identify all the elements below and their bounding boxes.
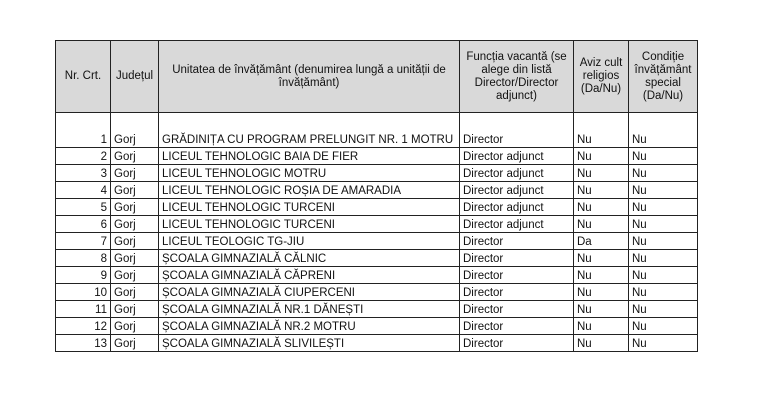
cell-aviz: Nu [574, 318, 629, 335]
table-row [56, 113, 698, 148]
cell-aviz: Nu [574, 182, 629, 199]
cell-special: Nu [629, 284, 698, 301]
table-row [56, 250, 698, 267]
cell-nr: 2 [56, 148, 111, 165]
cell-aviz: Nu [574, 301, 629, 318]
cell-special: Nu [629, 182, 698, 199]
cell-special: Nu [629, 301, 698, 318]
cell-aviz: Nu [574, 284, 629, 301]
cell-judet: Gorj [111, 199, 159, 216]
cell-functie: Director [460, 267, 574, 284]
cell-judet: Gorj [111, 301, 159, 318]
table-row [56, 233, 698, 250]
header-aviz: Aviz cult religios (Da/Nu) [574, 41, 629, 113]
cell-functie: Director adjunct [460, 165, 574, 182]
cell-judet: Gorj [111, 216, 159, 233]
cell-nr: 8 [56, 250, 111, 267]
cell-nr: 7 [56, 233, 111, 250]
cell-judet: Gorj [111, 113, 159, 148]
header-row [56, 41, 698, 113]
cell-nr: 5 [56, 199, 111, 216]
cell-special: Nu [629, 199, 698, 216]
cell-functie: Director [460, 335, 574, 352]
cell-unitate: ȘCOALA GIMNAZIALĂ SLIVILEȘTI [159, 335, 460, 352]
cell-judet: Gorj [111, 335, 159, 352]
cell-aviz: Nu [574, 199, 629, 216]
cell-special: Nu [629, 267, 698, 284]
cell-special: Nu [629, 250, 698, 267]
table-row [56, 148, 698, 165]
cell-functie: Director [460, 250, 574, 267]
cell-unitate: ȘCOALA GIMNAZIALĂ CĂLNIC [159, 250, 460, 267]
cell-functie: Director [460, 284, 574, 301]
table-row [56, 335, 698, 352]
cell-functie: Director [460, 318, 574, 335]
cell-functie: Director adjunct [460, 216, 574, 233]
cell-unitate: LICEUL TEHNOLOGIC TURCENI [159, 216, 460, 233]
cell-special: Nu [629, 113, 698, 148]
cell-judet: Gorj [111, 182, 159, 199]
cell-aviz: Nu [574, 250, 629, 267]
cell-special: Nu [629, 335, 698, 352]
header-functie: Funcția vacantă (se alege din listă Director/Director adjunct) [460, 41, 574, 113]
cell-nr: 13 [56, 335, 111, 352]
cell-aviz: Nu [574, 335, 629, 352]
cell-nr: 11 [56, 301, 111, 318]
cell-functie: Director adjunct [460, 199, 574, 216]
cell-special: Nu [629, 216, 698, 233]
cell-nr: 10 [56, 284, 111, 301]
cell-judet: Gorj [111, 284, 159, 301]
table-row [56, 267, 698, 284]
cell-aviz: Nu [574, 267, 629, 284]
table-row [56, 284, 698, 301]
cell-aviz: Nu [574, 148, 629, 165]
table-row [56, 165, 698, 182]
cell-judet: Gorj [111, 165, 159, 182]
cell-nr: 6 [56, 216, 111, 233]
table-row [56, 199, 698, 216]
cell-unitate: ȘCOALA GIMNAZIALĂ CIUPERCENI [159, 284, 460, 301]
cell-unitate: ȘCOALA GIMNAZIALĂ NR.2 MOTRU [159, 318, 460, 335]
cell-unitate: LICEUL TEHNOLOGIC BAIA DE FIER [159, 148, 460, 165]
table-row [56, 182, 698, 199]
table-row [56, 301, 698, 318]
cell-judet: Gorj [111, 250, 159, 267]
cell-nr: 12 [56, 318, 111, 335]
cell-special: Nu [629, 165, 698, 182]
cell-functie: Director [460, 301, 574, 318]
cell-judet: Gorj [111, 318, 159, 335]
cell-special: Nu [629, 148, 698, 165]
cell-nr: 1 [56, 113, 111, 148]
cell-judet: Gorj [111, 148, 159, 165]
cell-aviz: Nu [574, 113, 629, 148]
cell-functie: Director adjunct [460, 182, 574, 199]
cell-special: Nu [629, 233, 698, 250]
cell-nr: 9 [56, 267, 111, 284]
cell-aviz: Nu [574, 216, 629, 233]
cell-special: Nu [629, 318, 698, 335]
cell-judet: Gorj [111, 267, 159, 284]
cell-functie: Director [460, 113, 574, 148]
cell-functie: Director [460, 233, 574, 250]
cell-unitate: LICEUL TEOLOGIC TG-JIU [159, 233, 460, 250]
cell-aviz: Nu [574, 165, 629, 182]
vacancies-table [55, 40, 698, 352]
table-row [56, 318, 698, 335]
cell-judet: Gorj [111, 233, 159, 250]
header-nr-crt: Nr. Crt. [56, 41, 111, 113]
header-judet: Județul [111, 41, 159, 113]
cell-unitate: LICEUL TEHNOLOGIC TURCENI [159, 199, 460, 216]
header-special: Condiție învățământ special (Da/Nu) [629, 41, 698, 113]
cell-unitate: GRĂDINIȚA CU PROGRAM PRELUNGIT NR. 1 MOTRU [159, 113, 460, 148]
cell-nr: 4 [56, 182, 111, 199]
cell-unitate: LICEUL TEHNOLOGIC ROȘIA DE AMARADIA [159, 182, 460, 199]
cell-functie: Director adjunct [460, 148, 574, 165]
cell-aviz: Da [574, 233, 629, 250]
cell-unitate: ȘCOALA GIMNAZIALĂ NR.1 DĂNEȘTI [159, 301, 460, 318]
cell-unitate: ȘCOALA GIMNAZIALĂ CĂPRENI [159, 267, 460, 284]
header-unitate: Unitatea de învățământ (denumirea lungă a unității de învățământ) [159, 41, 460, 113]
table-row [56, 216, 698, 233]
cell-nr: 3 [56, 165, 111, 182]
cell-unitate: LICEUL TEHNOLOGIC MOTRU [159, 165, 460, 182]
